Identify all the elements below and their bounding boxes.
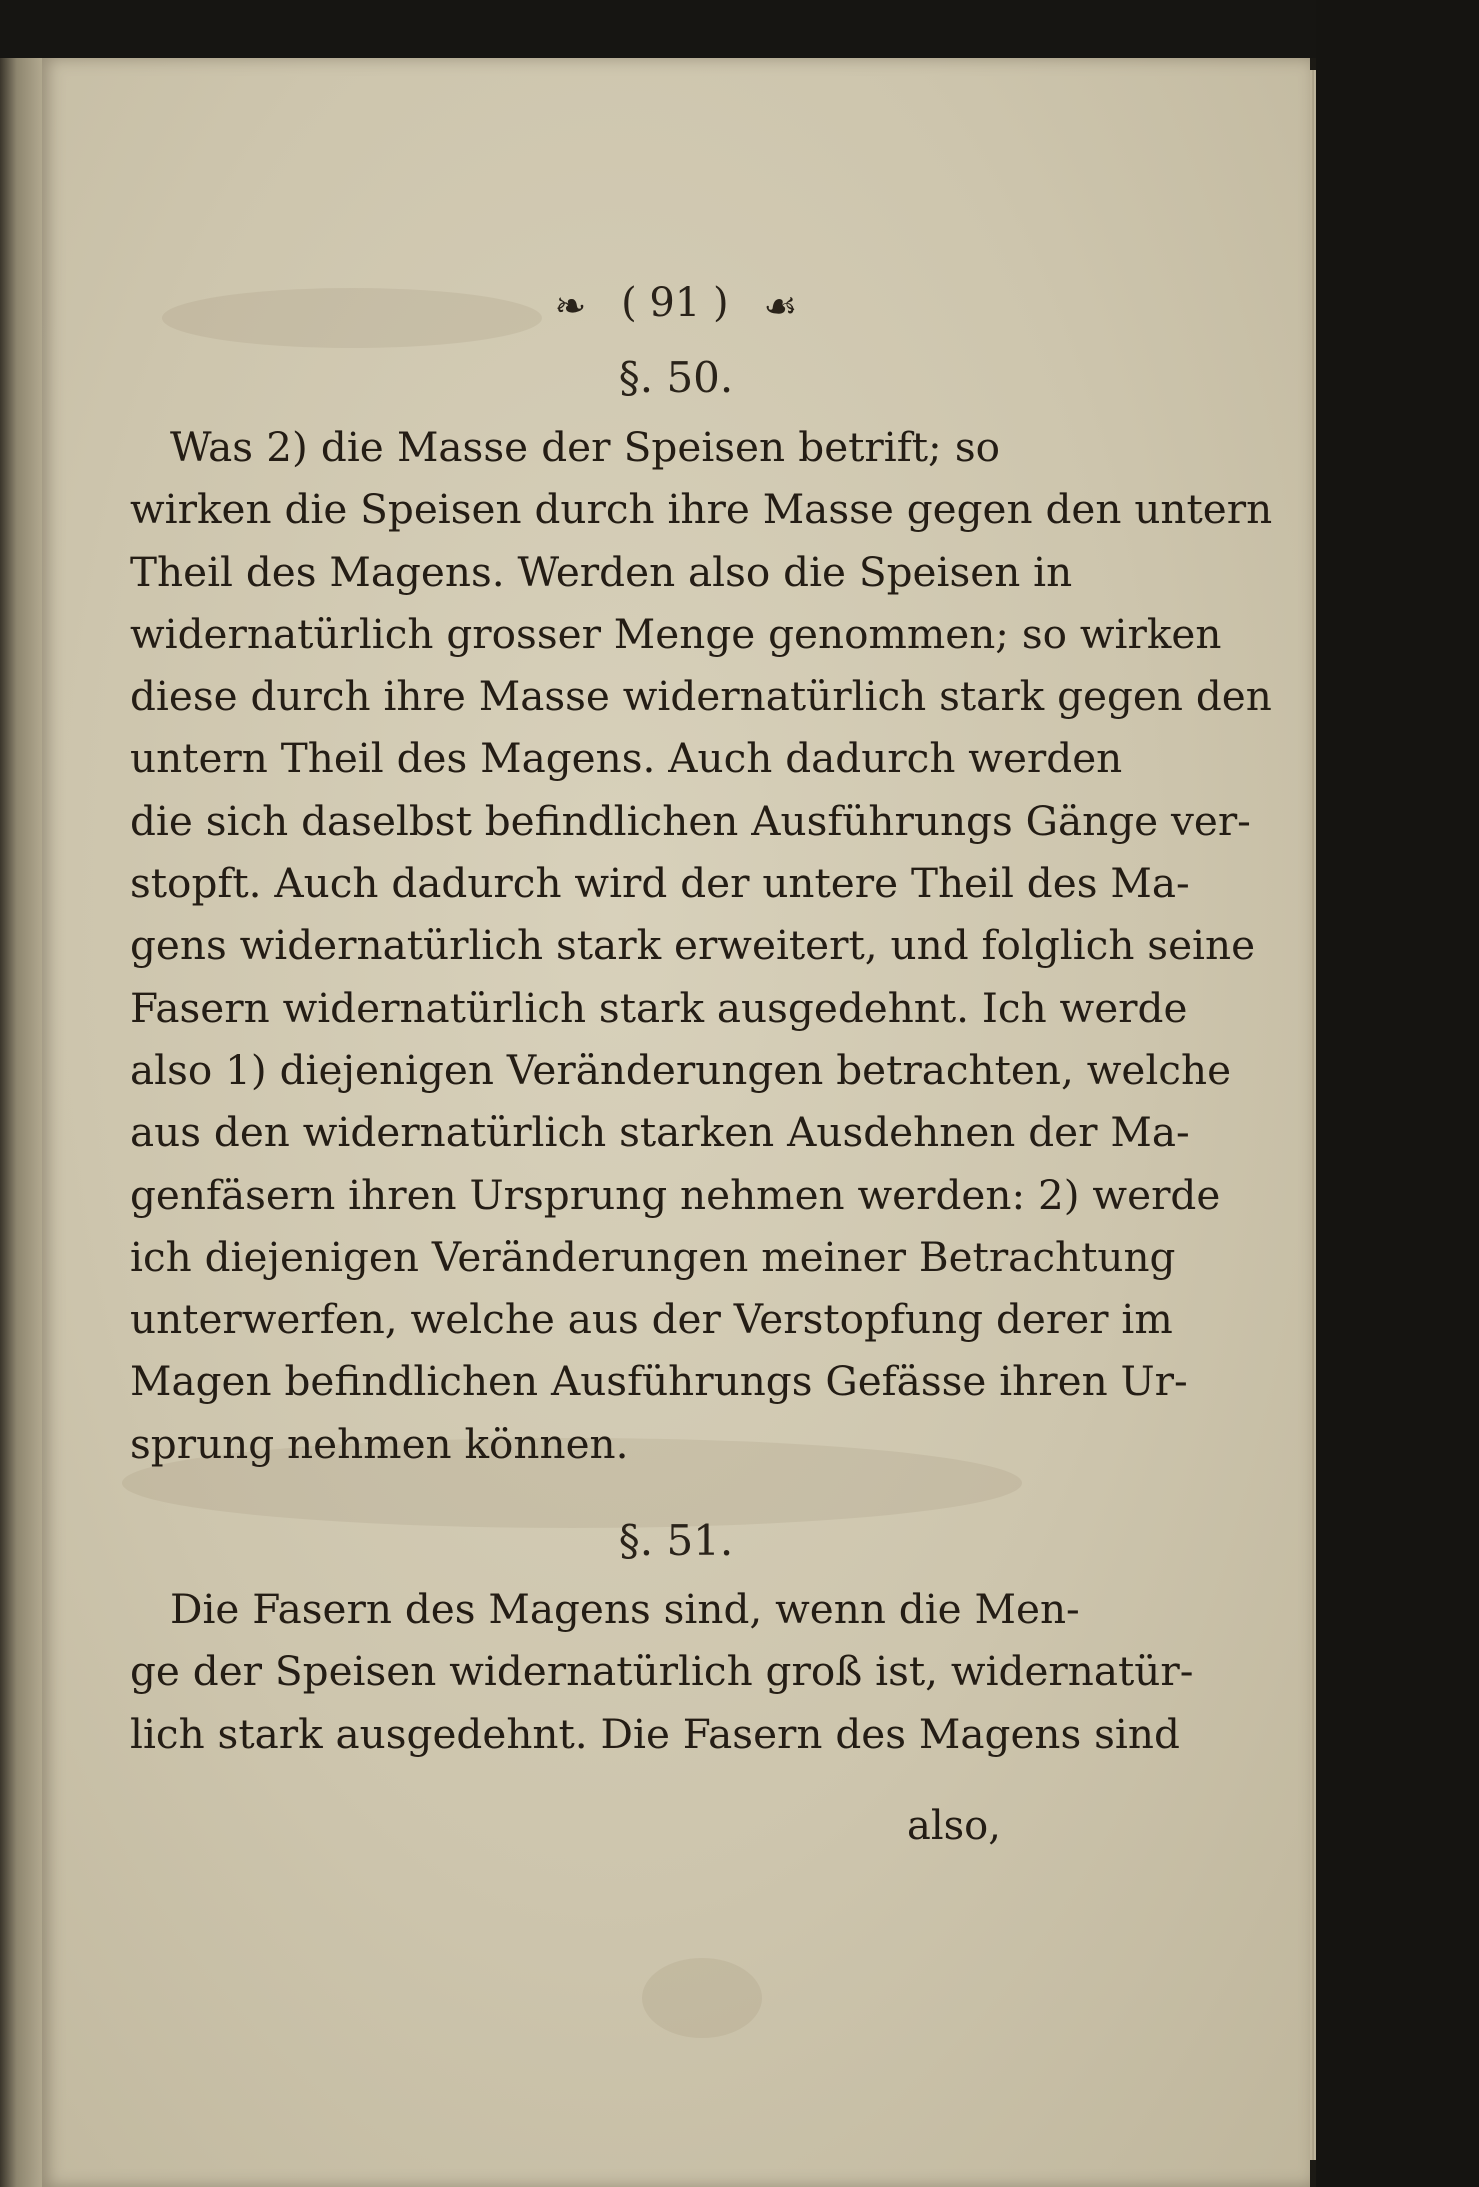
section-50-text	[130, 416, 1273, 1475]
page-number: ( 91 )	[621, 280, 729, 326]
text-line: wirken die Speisen durch ihre Masse gegen den untern	[130, 485, 1273, 534]
section-heading-50: §. 50.	[618, 353, 734, 402]
text-line: diese durch ihre Masse widernatürlich stark gegen den	[130, 672, 1272, 721]
text-line: sprung nehmen können.	[130, 1419, 629, 1468]
ornament-left-icon: ❧	[554, 284, 587, 328]
text-line: widernatürlich grosser Menge genommen; so wirken	[130, 609, 1222, 658]
text-line: Die Fasern des Magens sind, wenn die Men-	[170, 1585, 1080, 1633]
text-line: Was 2) die Masse der Speisen betrift; so	[170, 423, 1000, 471]
scan-right-border	[1316, 0, 1479, 2187]
text-line: die sich daselbst befindlichen Ausführungs Gänge ver-	[130, 796, 1251, 845]
text-line: genfäsern ihren Ursprung nehmen werden: 2) werde	[130, 1170, 1221, 1219]
left-page-edge	[0, 58, 42, 2187]
text-line: lich stark ausgedehnt. Die Fasern des Magens sind	[130, 1709, 1180, 1758]
section-51-text	[130, 1578, 1194, 1765]
text-line: untern Theil des Magens. Auch dadurch werden	[130, 734, 1123, 783]
text-line: Theil des Magens. Werden also die Speisen in	[130, 547, 1073, 596]
text-line: ich diejenigen Veränderungen meiner Betrachtung	[130, 1232, 1176, 1281]
text-line: Magen befindlichen Ausführungs Gefässe ihren Ur-	[130, 1357, 1188, 1406]
catchword: also,	[907, 1803, 1001, 1849]
text-line: Fasern widernatürlich stark ausgedehnt. Ich werde	[130, 983, 1188, 1032]
text-line: ge der Speisen widernatürlich groß ist, widernatür-	[130, 1647, 1194, 1696]
text-line: also 1) diejenigen Veränderungen betrachten, welche	[130, 1045, 1232, 1094]
text-line: stopft. Auch dadurch wird der untere Theil des Ma-	[130, 859, 1190, 908]
text-line: unterwerfen, welche aus der Verstopfung derer im	[130, 1295, 1173, 1344]
section-heading-51: §. 51.	[618, 1516, 734, 1565]
text-line: gens widernatürlich stark erweitert, und folglich seine	[130, 921, 1256, 970]
paper-stain	[642, 1958, 762, 2038]
page-header	[42, 280, 1310, 328]
ornament-right-icon: ☙	[763, 284, 798, 328]
book-page	[42, 58, 1310, 2187]
scan-top-border	[0, 0, 1479, 58]
text-line: aus den widernatürlich starken Ausdehnen der Ma-	[130, 1108, 1190, 1157]
